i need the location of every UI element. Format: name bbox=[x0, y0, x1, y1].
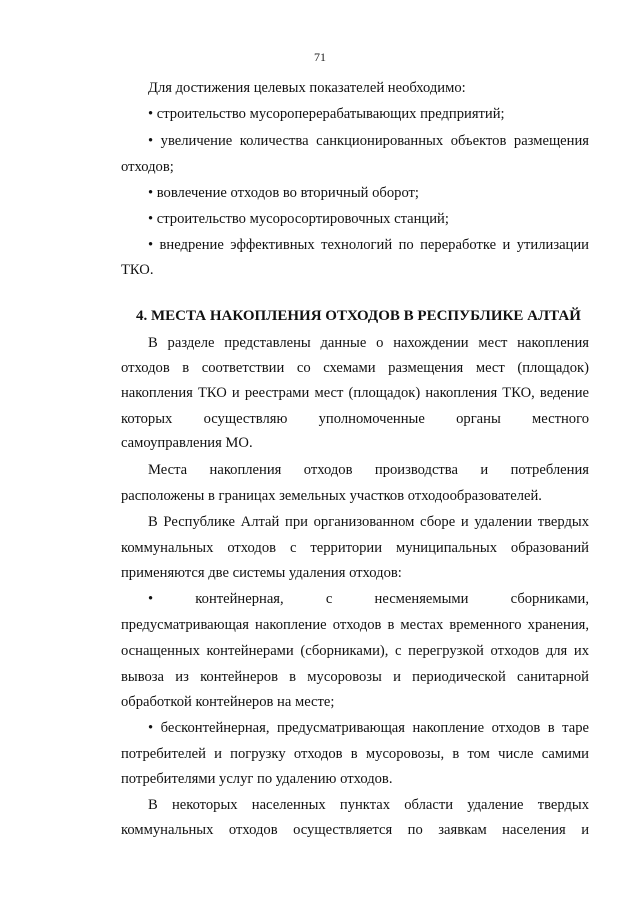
bullet-line: • увеличение количества санкционированных объектов размещения bbox=[148, 133, 589, 149]
text-line: обработкой контейнеров на месте; bbox=[121, 694, 335, 710]
bullet-line: • строительство мусороперерабатывающих предприятий; bbox=[148, 106, 505, 122]
bullet-line: • строительство мусоросортировочных станций; bbox=[148, 211, 449, 227]
text-line: предусматривающая накопление отходов в местах временного хранения, bbox=[121, 617, 589, 633]
section-heading: 4. МЕСТА НАКОПЛЕНИЯ ОТХОДОВ В РЕСПУБЛИКЕ АЛТАЙ bbox=[136, 308, 581, 324]
text-line: Места накопления отходов производства и потребления bbox=[148, 462, 589, 478]
intro-line: Для достижения целевых показателей необходимо: bbox=[148, 80, 466, 96]
bullet-line: • контейнерная, с несменяемыми сборниками, bbox=[148, 591, 589, 607]
text-line: коммунальных отходов осуществляется по заявкам населения и bbox=[121, 822, 589, 838]
text-line: накопления ТКО и реестрами мест (площадок) накопления ТКО, ведение bbox=[121, 385, 589, 401]
text-line: В некоторых населенных пунктах области удаление твердых bbox=[148, 797, 589, 813]
text-line: отходов в соответствии со схемами размещения мест (площадок) bbox=[121, 360, 589, 376]
bullet-line: • вовлечение отходов во вторичный оборот; bbox=[148, 185, 419, 201]
text-line: отходов; bbox=[121, 159, 174, 175]
text-line: В разделе представлены данные о нахождении мест накопления bbox=[148, 335, 589, 351]
text-line: оснащенных контейнерами (сборниками), с перегрузкой отходов для их bbox=[121, 643, 589, 659]
text-line: которых осуществляю уполномоченные органы местного bbox=[121, 411, 589, 427]
page-number: 71 bbox=[314, 50, 326, 64]
bullet-line: • внедрение эффективных технологий по переработке и утилизации bbox=[148, 237, 589, 253]
bullet-line: • бесконтейнерная, предусматривающая накопление отходов в таре bbox=[148, 720, 589, 736]
text-line: расположены в границах земельных участков отходообразователей. bbox=[121, 488, 542, 504]
text-line: потребителей и погрузку отходов в мусоровозы, в том числе самими bbox=[121, 746, 589, 762]
text-line: вывоза из контейнеров в мусоровозы и периодической санитарной bbox=[121, 669, 589, 685]
text-line: самоуправления МО. bbox=[121, 435, 253, 451]
text-line: потребителями услуг по удалению отходов. bbox=[121, 771, 393, 787]
text-line: применяются две системы удаления отходов: bbox=[121, 565, 402, 581]
text-line: коммунальных отходов с территории муниципальных образований bbox=[121, 540, 589, 556]
text-line: В Республике Алтай при организованном сборе и удалении твердых bbox=[148, 514, 589, 530]
text-line: ТКО. bbox=[121, 262, 154, 278]
